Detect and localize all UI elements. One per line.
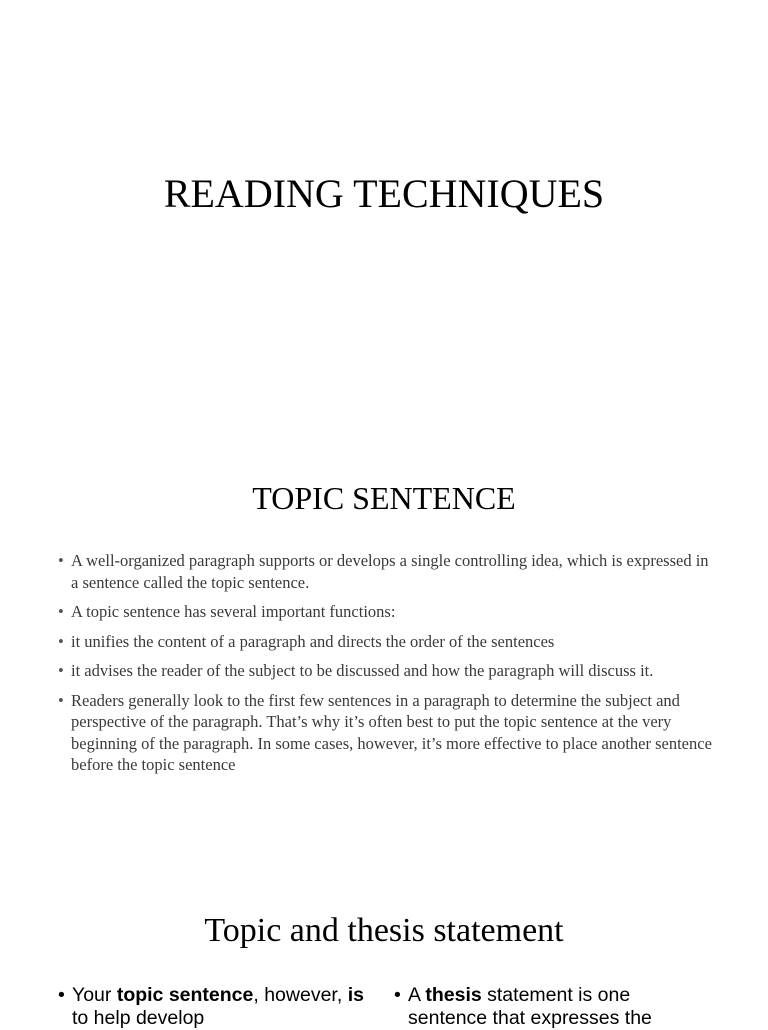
topic-sentence-bullets [56,550,716,784]
text-run: , however, [253,984,348,1006]
bold-term: thesis [425,984,482,1006]
slide-topic-sentence [0,440,768,900]
text-run: A [408,984,426,1006]
left-bullet [58,984,378,1030]
right-bullet [394,984,714,1030]
bullet-item: • A well-organized paragraph supports or develops a single controlling idea, which is expressed in a sentence called the topic sentence. [56,550,716,593]
right-column [394,984,714,1030]
text-run: to help develop [72,1007,205,1029]
slide-title [0,0,768,440]
topic-sentence-heading: TOPIC SENTENCE [252,480,516,516]
bullet-item: • A topic sentence has several important functions: [56,601,716,623]
bold-term: topic sentence [116,984,254,1006]
bullet-item: • Readers generally look to the first few sentences in a paragraph to determine the subject and perspective of the paragraph. That’s why it’s often best to put the topic sentence at the very beginning of the paragraph. In some cases, however, it’s more effective to place another sentence before the topic sentence [56,690,716,776]
bullet-item: • it advises the reader of the subject to be discussed and how the paragraph will discuss it. [56,660,716,682]
bullet-item: • it unifies the content of a paragraph and directs the order of the sentences [56,631,716,653]
bold-term: is [347,984,364,1006]
text-run: Your [72,984,117,1006]
slide-topic-thesis [0,900,768,1029]
text-run: statement is one sentence that expresses the [408,984,652,1029]
topic-thesis-heading: Topic and thesis statement [204,912,564,949]
left-column [58,984,378,1030]
slide-title-heading: READING TECHNIQUES [163,171,605,216]
